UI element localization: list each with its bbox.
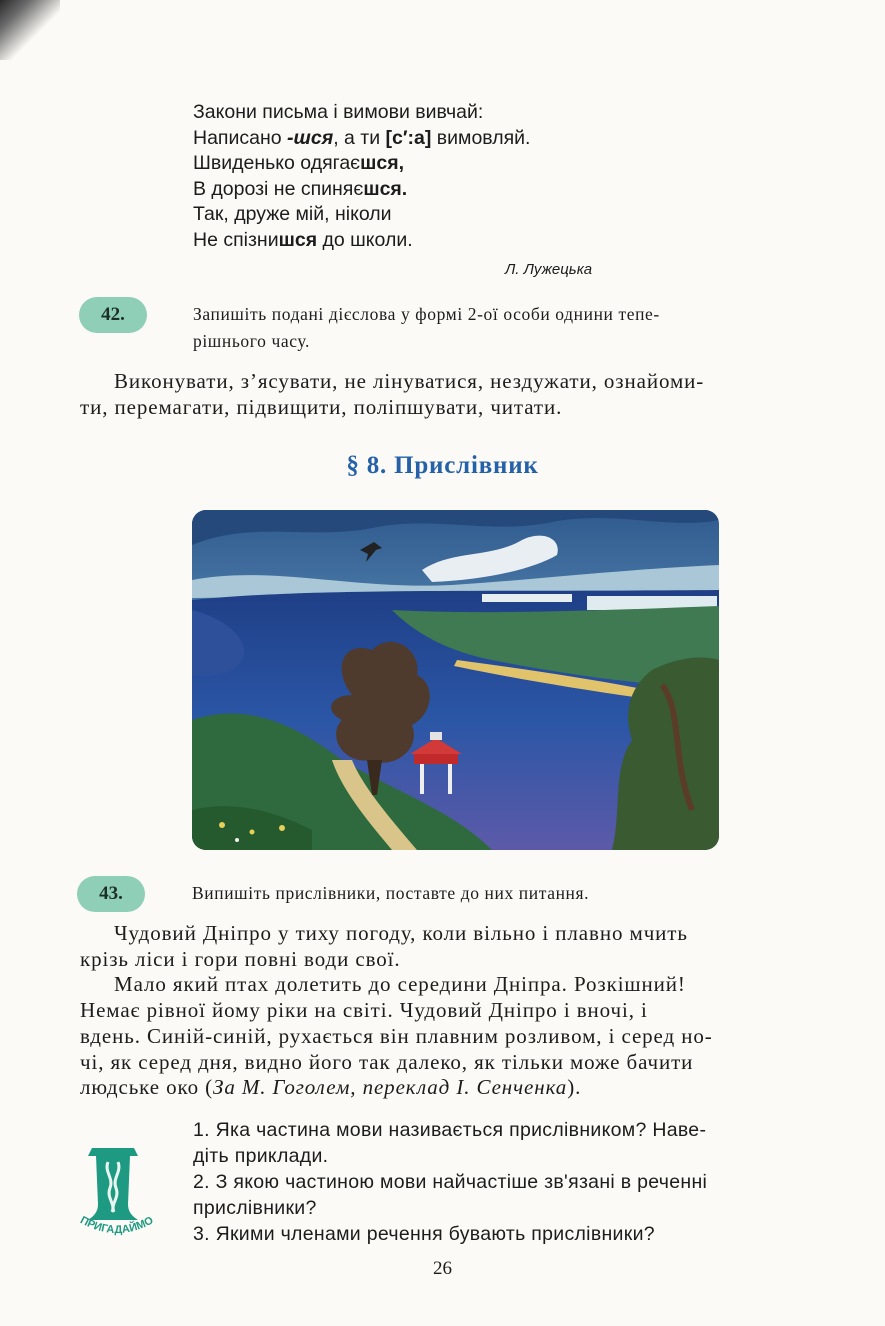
exercise-43-task: Випишіть прислівники, поставте до них питання.	[192, 883, 590, 903]
poem-line-5: Так, друже мій, ніколи	[193, 203, 392, 225]
remember-icon-label: ПРИГАДАЙМО	[78, 1214, 156, 1237]
question-2-line-1: 2. З якою частиною мови найчастіше зв'язані в реченні	[193, 1171, 708, 1193]
dnipro-landscape-illustration	[192, 510, 719, 850]
exercise-43-paragraph-1-line-2: крізь ліси і гори повні води свої.	[80, 946, 401, 971]
exercise-42-task	[193, 301, 838, 355]
remember-questions	[193, 1117, 841, 1247]
poem	[193, 100, 713, 253]
remember-icon	[72, 1142, 162, 1242]
exercise-42-words	[80, 369, 840, 420]
exercise-43-paragraph-2-line-3: вдень. Синій-синій, рухається він плавним розливом, і серед но-	[80, 1023, 713, 1048]
question-3: 3. Якими членами речення бувають прислівники?	[193, 1223, 655, 1245]
poem-line-1: Закони письма і вимови вивчай:	[193, 101, 484, 123]
poem-author: Л. Лужецька	[505, 261, 593, 278]
exercise-42-words-line-2: ти, перемагати, підвищити, поліпшувати, читати.	[80, 394, 563, 419]
question-1-line-1: 1. Яка частина мови називається прислівником? Наве-	[193, 1119, 707, 1141]
exercise-42-words-line-1: Виконувати, з’ясувати, не лінуватися, нездужати, ознайоми-	[114, 369, 705, 393]
poem-line-6: Не спізнишся до школи.	[193, 228, 413, 251]
page-corner-shadow	[0, 0, 60, 60]
poem-line-4: В дорозі не спиняєшся.	[193, 177, 408, 200]
section-title: § 8. Прислівник	[346, 452, 539, 479]
exercise-43-paragraph-2-line-4: чі, як серед дня, видно його так далеко, як тільки може бачити	[80, 1049, 694, 1074]
exercise-43-paragraph-2-line-1: Мало який птах долетить до середини Дніпра. Розкішний!	[114, 972, 686, 997]
exercise-43-badge: 43.	[77, 876, 145, 912]
question-2-line-2: прислівники?	[193, 1197, 317, 1219]
exercise-43-paragraph-2-line-2: Немає рівної йому ріки на світі. Чудовий Дніпро і вночі, і	[80, 998, 648, 1023]
exercise-42-badge: 42.	[79, 297, 147, 333]
exercise-43-text	[80, 921, 840, 1101]
exercise-43-paragraph-2-line-5: людське око (За М. Гоголем, переклад І. Сенченка).	[80, 1075, 582, 1100]
poem-line-3: Швиденько одягаєшся,	[193, 152, 405, 174]
exercise-42-task-line-2: рішнього часу.	[193, 331, 310, 351]
exercise-43-source: За М. Гоголем, переклад І. Сенченка	[213, 1075, 568, 1100]
landscape-drawing	[192, 510, 719, 850]
page-number: 26	[433, 1258, 452, 1279]
question-1-line-2: діть приклади.	[193, 1145, 329, 1167]
poem-line-2: Написано -шся, а ти [с′:а] вимовляй.	[193, 126, 531, 149]
exercise-43-paragraph-1-line-1: Чудовий Дніпро у тиху погоду, коли вільно і плавно мчить	[114, 921, 688, 945]
exercise-42-task-line-1: Запишіть подані дієслова у формі 2-ої особи однини тепе-	[193, 304, 660, 324]
